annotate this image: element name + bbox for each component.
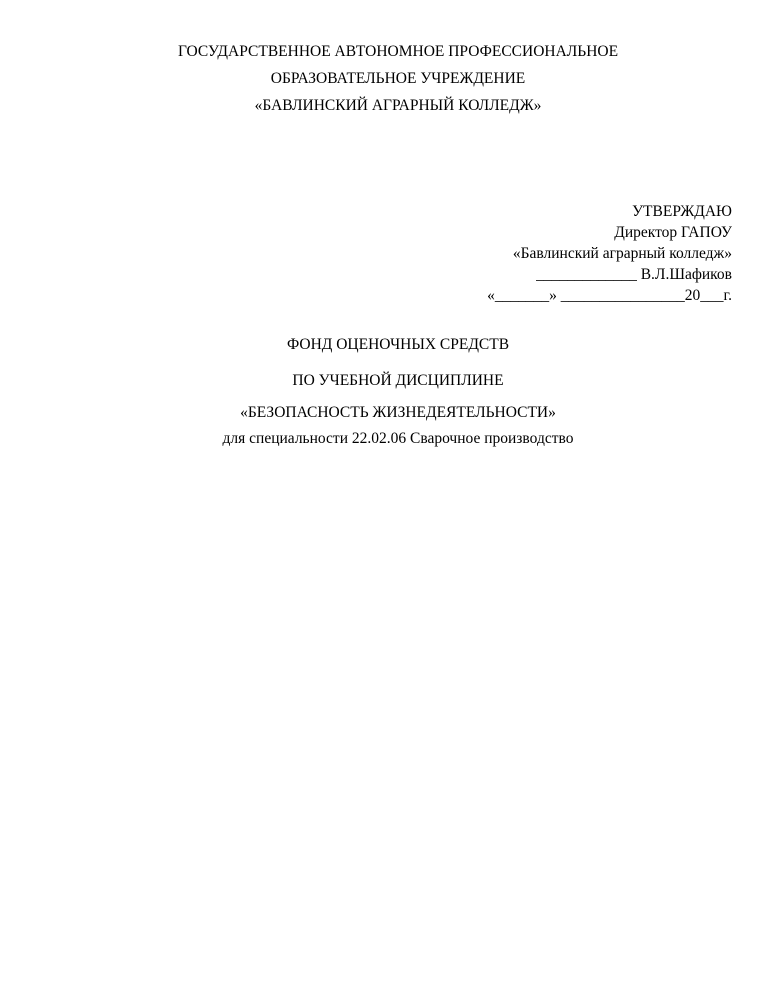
title-line-3: «БЕЗОПАСНОСТЬ ЖИЗНЕДЕЯТЕЛЬНОСТИ» <box>240 404 556 421</box>
institution-name-line-1: ГОСУДАРСТВЕННОЕ АВТОНОМНОЕ ПРОФЕССИОНАЛЬНОЕ <box>177 43 619 60</box>
institution-header <box>0 38 768 119</box>
document-title <box>0 334 768 450</box>
institution-name-line-2: ОБРАЗОВАТЕЛЬНОЕ УЧРЕЖДЕНИЕ <box>270 70 526 87</box>
institution-name-line-3: «БАВЛИНСКИЙ АГРАРНЫЙ КОЛЛЕДЖ» <box>254 97 542 114</box>
title-line-1: ФОНД ОЦЕНОЧНЫХ СРЕДСТВ <box>286 336 510 353</box>
approval-organization: «Бавлинский аграрный колледж» <box>512 245 732 262</box>
approval-position: Директор ГАПОУ <box>614 224 732 241</box>
title-line-2: ПО УЧЕБНОЙ ДИСЦИПЛИНЕ <box>292 372 504 389</box>
approval-label: УТВЕРЖДАЮ <box>632 203 732 220</box>
approval-date: «_______» ________________20___г. <box>487 287 732 304</box>
approval-block <box>487 201 732 306</box>
specialty-line: для специальности 22.02.06 Сварочное производство <box>222 430 574 447</box>
approval-signature: _____________ В.Л.Шафиков <box>536 266 732 283</box>
